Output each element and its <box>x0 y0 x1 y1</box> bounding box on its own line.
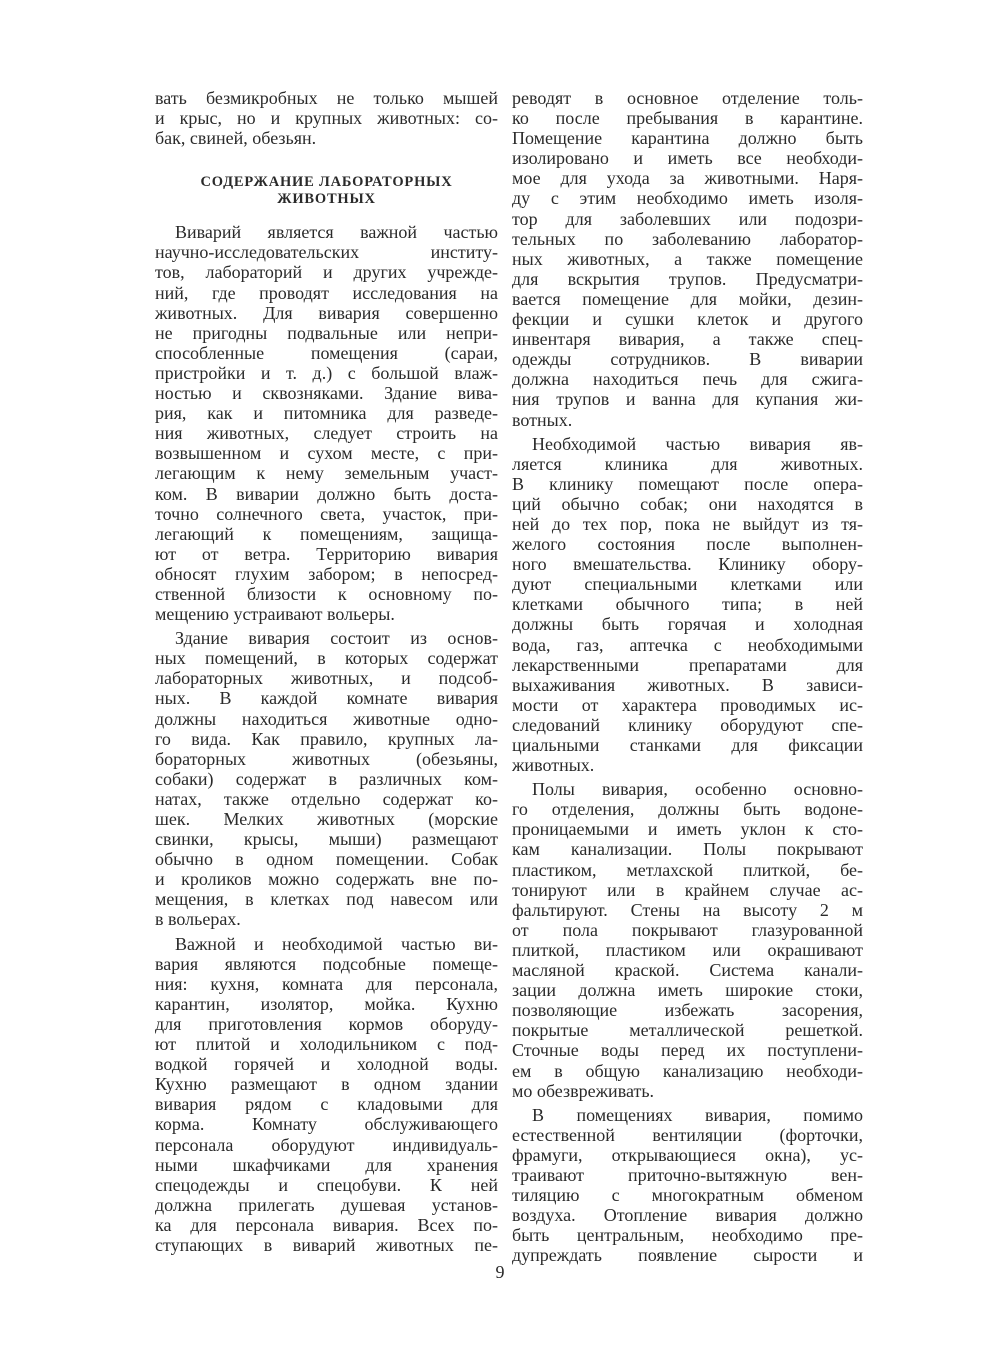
text-line: натах, также отдельно содержат ко- <box>155 788 498 809</box>
text-line: В помещениях вивария, помимо <box>532 1104 863 1125</box>
text-line: следований клинику оборудуют спе- <box>512 714 863 735</box>
text-line: тор для заболевших или подозри- <box>512 208 863 229</box>
text-line: ных помещений, в которых содержат <box>155 648 498 669</box>
text-line: ния трупов и ванна для купания жи- <box>512 389 863 410</box>
text-line: должны находиться животные одно- <box>155 708 498 729</box>
text-line: от пола покрывают глазурованной <box>512 919 863 940</box>
text-line: быть центральным, необходимо пре- <box>512 1225 863 1246</box>
text-line: точно солнечного света, участок, при- <box>155 503 498 524</box>
text-line: Необходимой частью вивария яв- <box>532 433 863 454</box>
text-line: лабораторных животных, и подсоб- <box>155 668 498 689</box>
text-line: дупреждать появление сырости и <box>512 1245 863 1266</box>
text-line: фальтируют. Стены на высоту 2 м <box>512 899 863 920</box>
text-line: фекции и сушки клеток и другого <box>512 309 863 330</box>
text-line: клетками обычного типа; в ней <box>512 594 863 615</box>
paragraph <box>512 434 863 776</box>
text-line: ют плитой и холодильником с под- <box>155 1034 498 1055</box>
text-line: ния: кухня, комната для персонала, <box>155 973 498 994</box>
text-line: ко после пребывания в карантине. <box>512 108 863 129</box>
left-paragraphs <box>155 222 498 1255</box>
text-line: обносят глухим забором; в непосред- <box>155 563 498 584</box>
text-line: животных. <box>512 755 595 776</box>
text-line: тов, лабораторий и других учрежде- <box>155 262 498 283</box>
text-line: дуют специальными клетками или <box>512 574 863 595</box>
text-line: и кроликов можно содержать вне по- <box>155 869 498 890</box>
text-line: кам канализации. Полы покрывают <box>512 839 863 860</box>
text-line: ем в общую канализацию необходи- <box>512 1060 863 1081</box>
right-paragraphs <box>512 88 863 1265</box>
text-line: Сточные воды перед их поступлени- <box>512 1040 863 1061</box>
text-line: для приготовления кормов оборуду- <box>155 1013 498 1034</box>
text-line: должна находиться печь для сжига- <box>512 369 863 390</box>
paragraph <box>155 628 498 929</box>
text-line: ду с этим необходимо иметь изоля- <box>512 188 863 209</box>
text-line: Здание вивария состоит из основ- <box>175 628 498 649</box>
text-line: ком. В виварии должно быть доста- <box>155 483 498 504</box>
paragraph <box>512 779 863 1101</box>
text-line: В клинику помещают после опера- <box>512 473 863 494</box>
text-line: мо обезвреживать. <box>512 1080 655 1101</box>
text-line: спецодежды и спецобуви. К ней <box>155 1174 498 1195</box>
text-line: ственной близости к основному по- <box>155 583 498 604</box>
text-line: мещению устраивают вольеры. <box>155 604 395 625</box>
text-line: корма. Комнату обслуживающего <box>155 1114 498 1135</box>
text-line: ний, где проводят исследования на <box>155 282 498 303</box>
text-line: вода, газ, аптечка с необходимыми <box>512 634 863 655</box>
text-line: карантин, изолятор, мойка. Кухню <box>155 993 498 1014</box>
text-line: Виварий является важной частью <box>175 222 498 243</box>
text-line: животных. Для вивария совершенно <box>155 302 498 323</box>
text-line: свинки, крысы, мыши) размещают <box>155 829 498 850</box>
text-line: траивают приточно-вытяжную вен- <box>512 1164 863 1185</box>
text-line: зации должна иметь широкие стоки, <box>512 980 863 1001</box>
text-line: пластиком, метлахской плиткой, бе- <box>512 859 863 880</box>
text-line: ступающих в виварий животных пе- <box>155 1234 498 1255</box>
section-heading <box>155 174 498 208</box>
text-line: вается помещение для мойки, дезин- <box>512 288 863 309</box>
text-line: го вида. Как правило, крупных ла- <box>155 728 498 749</box>
text-line: для вскрытия трупов. Предусматри- <box>512 268 863 289</box>
text-line: покрытые металлической решеткой. <box>512 1020 863 1041</box>
text-line: одежды сотрудников. В виварии <box>512 349 863 370</box>
text-line: научно-исследовательских институ- <box>155 242 498 263</box>
text-line: ют от ветра. Территорию вивария <box>155 543 498 564</box>
text-line: мости от характера проводимых ис- <box>512 694 863 715</box>
text-line: плиткой, пластиком или окрашивают <box>512 939 863 960</box>
paragraph <box>512 1105 863 1266</box>
text-line: шек. Мелких животных (морские <box>155 809 498 829</box>
text-line: вария являются подсобные помеще- <box>155 953 498 974</box>
paragraph <box>155 222 498 624</box>
text-line: бораторных животных (обезьяны, <box>155 748 498 769</box>
text-line: не пригодны подвальные или непри- <box>155 322 498 343</box>
text-line: Кухню размещают в одном здании <box>155 1074 498 1095</box>
text-line: легающим к нему земельным участ- <box>155 463 498 484</box>
text-line: ностью и сквозняками. Здание вива- <box>155 383 498 404</box>
text-line: ных. В каждой комнате вивария <box>155 688 498 709</box>
text-line: персонала оборудуют индивидуаль- <box>155 1134 498 1155</box>
text-line: собаки) содержат в различных ком- <box>155 768 498 789</box>
text-line: возвышенном и сухом месте, с при- <box>155 443 498 464</box>
text-line: мое для ухода за животными. Наря- <box>512 168 863 189</box>
text-line: лекарственными препаратами для <box>512 654 863 675</box>
text-line: мещения, в клетках под навесом или <box>155 889 498 910</box>
text-line: должны быть горячая и холодная <box>512 614 863 635</box>
text-line: ка для персонала вивария. Всех по- <box>155 1214 498 1235</box>
text-line: должна прилегать душевая установ- <box>155 1194 498 1215</box>
text-line: ляется клиника для животных. <box>512 453 863 474</box>
text-line: ней до тех пор, пока не выйдут из тя- <box>512 513 863 534</box>
text-line: вать безмикробных не только мышей <box>155 88 498 108</box>
text-line: воздуха. Отопление вивария должно <box>512 1205 863 1226</box>
text-line: вивария рядом с кладовыми для <box>155 1094 498 1115</box>
text-line: способленные помещения (сараи, <box>155 342 498 363</box>
text-line: обычно в одном помещении. Собак <box>155 849 498 870</box>
heading-line: ЖИВОТНЫХ <box>277 191 376 208</box>
text-line: бак, свиней, обезьян. <box>155 128 317 149</box>
text-line: тельных по заболеванию лаборатор- <box>512 228 863 249</box>
text-line: водкой горячей и холодной воды. <box>155 1054 498 1075</box>
text-line: и крыс, но и крупных животных: со- <box>155 108 498 129</box>
text-line: тонируют или в крайнем случае ас- <box>512 879 863 900</box>
text-line: ния животных, следует строить на <box>155 423 498 444</box>
text-line: рия, как и питомника для разведе- <box>155 403 498 424</box>
text-line: Полы вивария, особенно основно- <box>532 779 863 800</box>
text-line: легающий к помещениям, защища- <box>155 523 498 544</box>
text-line: ными шкафчиками для хранения <box>155 1154 498 1175</box>
text-line: циальными станками для фиксации <box>512 735 863 755</box>
text-line: вотных. <box>512 409 573 430</box>
text-line: фрамуги, открывающиеся окна), ус- <box>512 1144 863 1165</box>
page-number: 9 <box>495 1262 505 1282</box>
text-line: проницаемыми и иметь уклон к сто- <box>512 819 863 840</box>
text-line: ций обычно собак; они находятся в <box>512 493 863 514</box>
text-line: пристройки и т. д.) с большой влаж- <box>155 362 498 383</box>
paragraph <box>512 88 863 430</box>
text-line: ных животных, а также помещение <box>512 248 863 269</box>
text-line: желого состояния после выполнен- <box>512 534 863 555</box>
text-line: ного вмешательства. Клинику обору- <box>512 554 863 575</box>
text-line: изолировано и иметь все необходи- <box>512 148 863 169</box>
text-line: инвентаря вивария, а также спец- <box>512 329 863 350</box>
paragraph <box>155 934 498 1256</box>
text-line: Важной и необходимой частью ви- <box>175 933 498 954</box>
text-line: реводят в основное отделение толь- <box>512 88 863 108</box>
left-column <box>155 88 498 1259</box>
right-column <box>512 88 863 1269</box>
text-line: выхаживания животных. В зависи- <box>512 674 863 695</box>
text-line: го отделения, должны быть водоне- <box>512 799 863 820</box>
heading-line: СОДЕРЖАНИЕ ЛАБОРАТОРНЫХ <box>200 174 453 191</box>
text-line: позволяющие избежать засорения, <box>512 1000 863 1021</box>
text-line: в вольерах. <box>155 909 241 930</box>
text-line: Помещение карантина должно быть <box>512 128 863 149</box>
text-line: тиляцию с многократным обменом <box>512 1185 863 1206</box>
text-line: масляной краской. Система канали- <box>512 960 863 981</box>
intro-paragraph <box>155 88 498 148</box>
text-line: естественной вентиляции (форточки, <box>512 1124 863 1145</box>
